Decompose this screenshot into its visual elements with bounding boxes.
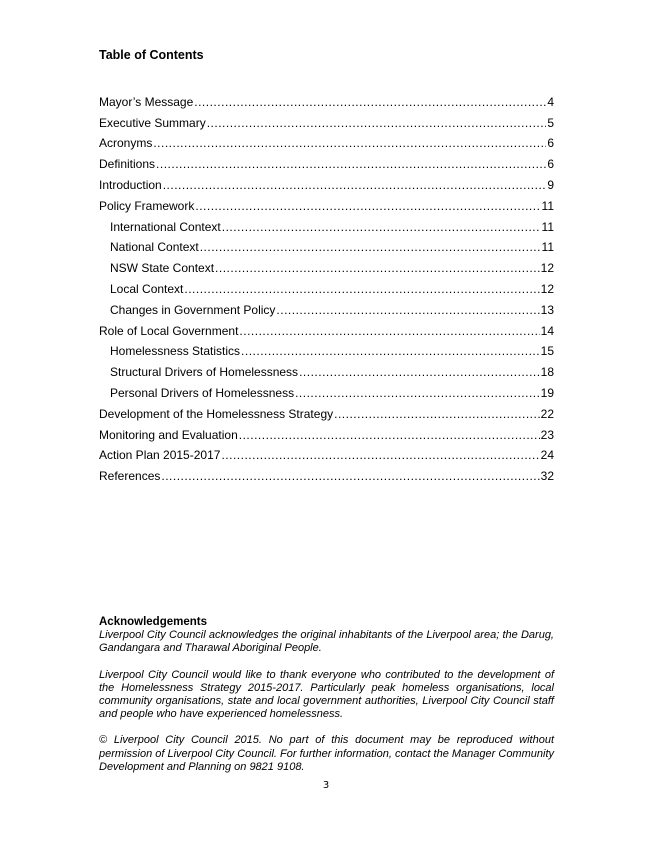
acknowledgements-title: Acknowledgements	[99, 616, 207, 628]
page-number: 3	[322, 780, 330, 791]
toc-entry-title: International Context	[110, 219, 221, 234]
toc-entry-page: 4	[547, 94, 554, 109]
toc-entry-local-context[interactable]	[99, 275, 554, 296]
toc-entry-page: 12	[540, 261, 554, 276]
toc-leader-dots	[334, 407, 540, 421]
toc-entry-title: Development of the Homelessness Strategy	[99, 406, 334, 421]
toc-entry-page: 5	[547, 115, 554, 130]
toc-leader-dots	[295, 386, 540, 400]
toc-entry-title: Acronyms	[99, 136, 153, 151]
acknowledgement-paragraph: Liverpool City Council acknowledges the original inhabitants of the Liverpool area; the Darug, Gandangara and Tharawal Aboriginal People.	[99, 629, 554, 655]
toc-entry-title: References	[99, 469, 161, 484]
toc-entry-title: Mayor’s Message	[99, 94, 194, 109]
toc-leader-dots	[195, 199, 540, 213]
toc-entry-page: 11	[541, 219, 554, 234]
toc-entry-title: Changes in Government Policy	[110, 302, 276, 317]
toc-leader-dots	[163, 178, 547, 192]
toc-leader-dots	[241, 344, 540, 358]
toc-leader-dots	[153, 136, 546, 150]
toc-leader-dots	[222, 220, 541, 234]
toc-entry-title: Monitoring and Evaluation	[99, 427, 238, 442]
table-of-contents	[99, 88, 554, 483]
toc-entry-title: Structural Drivers of Homelessness	[110, 365, 299, 380]
toc-leader-dots	[161, 469, 539, 483]
toc-entry-title: Personal Drivers of Homelessness	[110, 385, 295, 400]
copyright-paragraph: © Liverpool City Council 2015. No part of this document may be reproduced without permission of Liverpool City Council. For further information, contact the Manager Community Development and Planning on 9821 9108.	[99, 734, 554, 773]
toc-leader-dots	[156, 157, 546, 171]
toc-entry-page: 9	[547, 177, 554, 192]
toc-entry-development-of-strategy[interactable]	[99, 400, 554, 421]
toc-entry-acronyms[interactable]	[99, 130, 554, 151]
toc-leader-dots	[276, 303, 539, 317]
toc-leader-dots	[194, 95, 546, 109]
acknowledgements-section	[99, 616, 554, 787]
toc-entry-executive-summary[interactable]	[99, 109, 554, 130]
toc-entry-title: Role of Local Government	[99, 323, 239, 338]
toc-entry-page: 12	[540, 281, 554, 296]
toc-entry-action-plan[interactable]	[99, 442, 554, 463]
toc-entry-title: NSW State Context	[110, 261, 215, 276]
toc-leader-dots	[200, 240, 541, 254]
toc-entry-mayors-message[interactable]	[99, 88, 554, 109]
toc-entry-page: 14	[540, 323, 554, 338]
toc-entry-title: Definitions	[99, 157, 156, 172]
acknowledgement-paragraph: Liverpool City Council would like to thank everyone who contributed to the development of the Homelessness Strategy 2015-2017. Particularly peak homeless organisations, local community organisations, state and local government authorities, Liverpool City Council staff and people who have experienced homelessness.	[99, 668, 554, 721]
toc-entry-page: 6	[547, 136, 554, 151]
toc-entry-national-context[interactable]	[99, 234, 554, 255]
toc-entry-page: 32	[540, 469, 554, 484]
toc-entry-references[interactable]	[99, 462, 554, 483]
toc-entry-introduction[interactable]	[99, 171, 554, 192]
toc-leader-dots	[207, 116, 547, 130]
toc-entry-page: 11	[541, 240, 554, 255]
toc-entry-page: 13	[540, 302, 554, 317]
toc-entry-page: 22	[540, 406, 554, 421]
toc-leader-dots	[221, 448, 539, 462]
toc-entry-title: Introduction	[99, 177, 162, 192]
toc-entry-structural-drivers[interactable]	[99, 358, 554, 379]
toc-leader-dots	[239, 428, 540, 442]
toc-entry-page: 23	[540, 427, 554, 442]
toc-entry-definitions[interactable]	[99, 150, 554, 171]
toc-entry-title: Policy Framework	[99, 198, 195, 213]
toc-entry-international-context[interactable]	[99, 213, 554, 234]
toc-entry-page: 15	[540, 344, 554, 359]
toc-leader-dots	[215, 261, 540, 275]
toc-entry-page: 24	[540, 448, 554, 463]
toc-entry-title: Homelessness Statistics	[110, 344, 241, 359]
toc-entry-policy-framework[interactable]	[99, 192, 554, 213]
toc-title: Table of Contents	[99, 48, 204, 62]
toc-entry-title: National Context	[110, 240, 199, 255]
toc-leader-dots	[299, 365, 540, 379]
toc-entry-nsw-state-context[interactable]	[99, 254, 554, 275]
toc-entry-page: 11	[541, 198, 554, 213]
toc-entry-changes-in-government-policy[interactable]	[99, 296, 554, 317]
toc-entry-title: Local Context	[110, 281, 184, 296]
toc-entry-monitoring-and-evaluation[interactable]	[99, 421, 554, 442]
toc-entry-title: Executive Summary	[99, 115, 206, 130]
toc-entry-page: 19	[540, 385, 554, 400]
toc-entry-title: Action Plan 2015-2017	[99, 448, 221, 463]
toc-entry-role-of-local-government[interactable]	[99, 317, 554, 338]
toc-leader-dots	[184, 282, 539, 296]
toc-entry-page: 18	[540, 365, 554, 380]
toc-entry-homelessness-statistics[interactable]	[99, 338, 554, 359]
toc-entry-page: 6	[547, 157, 554, 172]
toc-leader-dots	[239, 324, 539, 338]
toc-entry-personal-drivers[interactable]	[99, 379, 554, 400]
